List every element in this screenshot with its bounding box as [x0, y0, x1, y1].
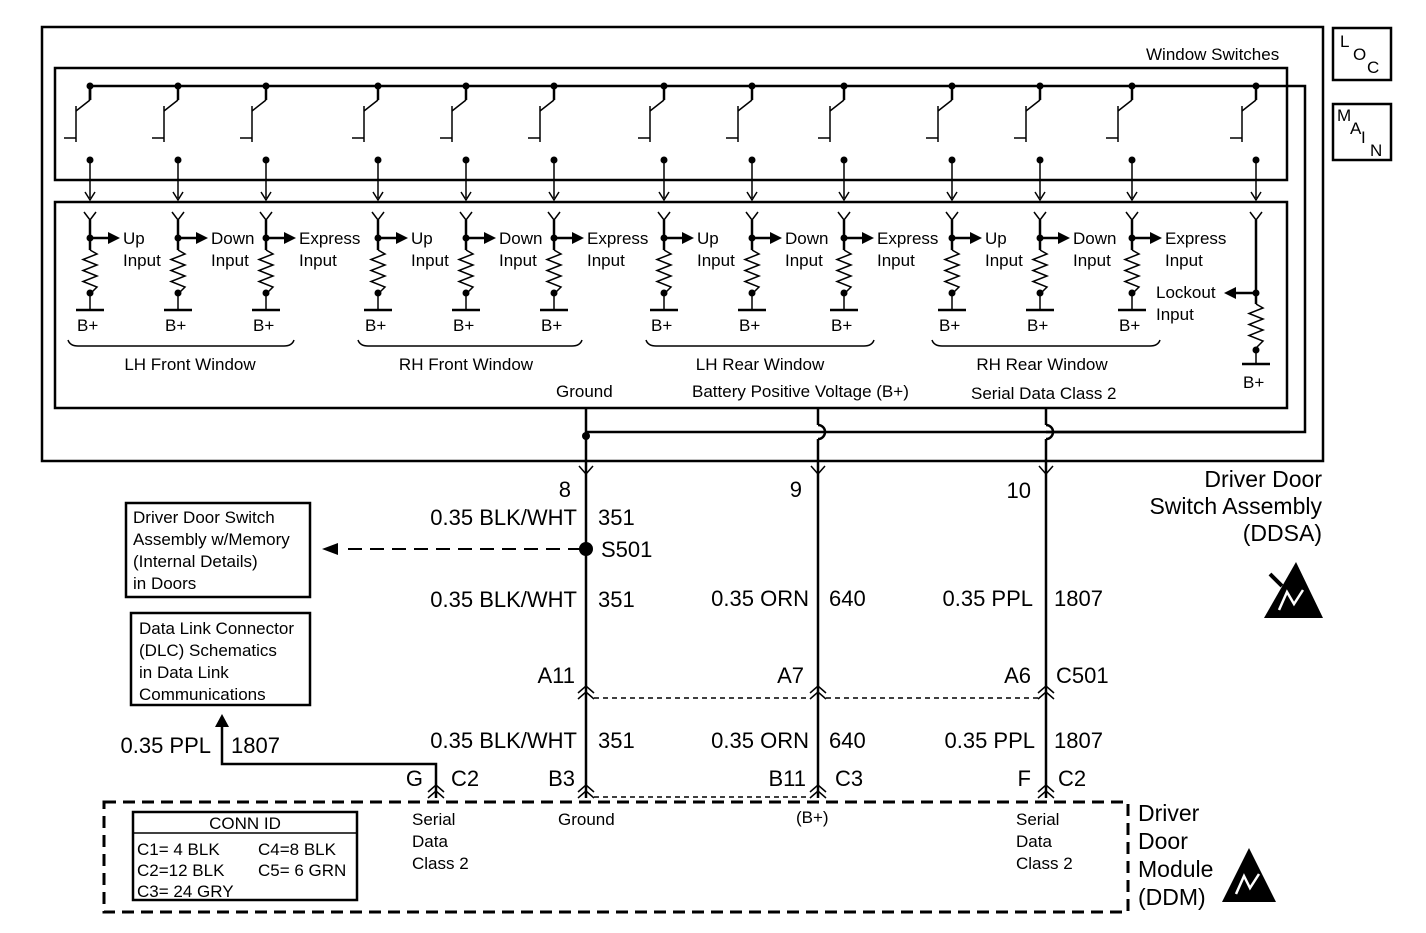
input-circuit	[164, 212, 254, 335]
input-label-line2: Input	[1165, 251, 1203, 270]
bplus-label: B+	[831, 316, 853, 335]
ddm-label-line1: Driver	[1138, 800, 1200, 826]
ddm-conn-c2-left: C2	[451, 766, 480, 791]
input-label-line2: Input	[785, 251, 823, 270]
input-label-line2: Input	[499, 251, 537, 270]
ddm-label-line4: (DDM)	[1138, 884, 1206, 910]
window-switch	[352, 83, 383, 201]
ddm-label-line3: Module	[1138, 856, 1214, 882]
bplus-label: B+	[1243, 373, 1265, 392]
input-label-line1: Up	[985, 229, 1007, 248]
main-box	[1333, 104, 1391, 160]
input-label-line1: Up	[123, 229, 145, 248]
window-group-label: LH Front Window	[124, 355, 256, 374]
pin-10: 10	[1006, 478, 1031, 503]
window-group	[646, 340, 874, 374]
wire-blkwht-low: 0.35 BLK/WHT	[430, 728, 577, 753]
input-circuit	[938, 212, 1023, 335]
bplus-label: B+	[651, 316, 673, 335]
bplus-label: B+	[1027, 316, 1049, 335]
dlc-reference-box[interactable]	[131, 613, 310, 705]
main-letter-2: A	[1350, 119, 1362, 138]
conn-id-c5: C5= 6 GRN	[258, 861, 347, 880]
input-label-line2: Input	[123, 251, 161, 270]
bplus-label: B+	[77, 316, 99, 335]
ddm-pin-b11: B11	[768, 766, 806, 791]
bplus-label: B+	[1119, 316, 1141, 335]
window-switch	[440, 83, 471, 201]
circuit-1807-mid: 1807	[1054, 586, 1103, 611]
dlc-ref-line4: Communications	[139, 685, 266, 704]
ddm-serial-left-3: Class 2	[412, 854, 469, 873]
input-label-line1: Express	[877, 229, 939, 248]
ddm-serial-right-3: Class 2	[1016, 854, 1073, 873]
circuit-640-mid: 640	[829, 586, 866, 611]
circuit-640-low: 640	[829, 728, 866, 753]
c501-pin-a6: A6	[1004, 663, 1031, 688]
input-layer	[68, 212, 1270, 392]
window-switch	[64, 83, 95, 201]
esd-sensitive-icon	[1264, 562, 1323, 618]
input-circuit	[76, 212, 161, 335]
bplus-label: B+	[541, 316, 563, 335]
circuit-351-low: 351	[598, 728, 635, 753]
memory-reference-box[interactable]	[126, 503, 310, 597]
ddm-label-line2: Door	[1138, 828, 1188, 854]
input-label-line1: Up	[697, 229, 719, 248]
c501-pin-a11: A11	[537, 663, 575, 688]
wire-blkwht-top: 0.35 BLK/WHT	[430, 505, 577, 530]
input-label-line2: Input	[697, 251, 735, 270]
ddm-conn-c3: C3	[835, 766, 864, 791]
loc-letter-3: C	[1367, 58, 1380, 77]
bplus-label: B+	[365, 316, 387, 335]
bus-battery-label: Battery Positive Voltage (B+)	[692, 382, 909, 401]
ddm-serial-right-2: Data	[1016, 832, 1052, 851]
conn-id-title: CONN ID	[209, 814, 281, 833]
wire-ppl-mid: 0.35 PPL	[942, 586, 1033, 611]
ddm-ground-label: Ground	[558, 810, 615, 829]
window-group	[68, 340, 294, 374]
bplus-label: B+	[739, 316, 761, 335]
input-circuit	[650, 212, 735, 335]
main-letter-1: M	[1337, 106, 1352, 125]
memory-ref-line2: Assembly w/Memory	[133, 530, 290, 549]
input-label-line1: Express	[1165, 229, 1227, 248]
wire-ppl-left: 0.35 PPL	[120, 733, 211, 758]
window-switch	[638, 83, 669, 201]
memory-ref-line3: (Internal Details)	[133, 552, 258, 571]
pin-9: 9	[789, 477, 802, 502]
dlc-ref-line1: Data Link Connector	[139, 619, 294, 638]
loc-letter-1: L	[1340, 32, 1350, 51]
window-group-label: RH Rear Window	[976, 355, 1108, 374]
dlc-ref-line2: (DLC) Schematics	[139, 641, 277, 660]
lockout-label-line1: Lockout	[1156, 283, 1216, 302]
bplus-label: B+	[939, 316, 961, 335]
c501-name: C501	[1056, 663, 1109, 688]
circuit-1807-low: 1807	[1054, 728, 1103, 753]
input-label-line2: Input	[1073, 251, 1111, 270]
window-switch	[152, 83, 183, 201]
esd-sensitive-icon-ddm	[1222, 848, 1276, 902]
ddm-serial-right-1: Serial	[1016, 810, 1060, 829]
reference-arrow-icon	[322, 543, 338, 555]
input-label-line1: Express	[299, 229, 361, 248]
pin-8: 8	[558, 477, 571, 502]
window-group-label: LH Rear Window	[695, 355, 825, 374]
ddsa-label-line2: Switch Assembly	[1149, 493, 1322, 519]
switch-layer	[64, 83, 1261, 201]
input-label-line2: Input	[587, 251, 625, 270]
input-label-line1: Down	[1073, 229, 1117, 248]
circuit-351-top: 351	[598, 505, 635, 530]
ddm-serial-left-1: Serial	[412, 810, 456, 829]
input-label-line1: Express	[587, 229, 649, 248]
input-label-line2: Input	[877, 251, 915, 270]
ddm-conn-c2-right: C2	[1058, 766, 1087, 791]
window-switch	[726, 83, 757, 201]
window-switch	[528, 83, 559, 201]
input-label-line2: Input	[985, 251, 1023, 270]
conn-id-c1: C1= 4 BLK	[137, 840, 220, 859]
ddm-serial-left-2: Data	[412, 832, 448, 851]
window-switch	[1106, 83, 1137, 201]
dlc-ref-line3: in Data Link	[139, 663, 229, 682]
lockout-switch	[1230, 83, 1261, 201]
conn-id-c3: C3= 24 GRY	[137, 882, 234, 901]
circuit-351-mid: 351	[598, 587, 635, 612]
wire-orn-mid: 0.35 ORN	[711, 586, 809, 611]
input-label-line1: Up	[411, 229, 433, 248]
wire-ppl-low: 0.35 PPL	[944, 728, 1035, 753]
input-circuit	[830, 212, 938, 335]
bplus-label: B+	[453, 316, 475, 335]
main-letter-4: N	[1370, 141, 1383, 160]
conn-id-c4: C4=8 BLK	[258, 840, 336, 859]
c501-pin-a7: A7	[777, 663, 804, 688]
window-switch	[240, 83, 271, 201]
ddsa-label-line3: (DDSA)	[1242, 520, 1322, 546]
memory-ref-line4: in Doors	[133, 574, 197, 593]
window-group	[358, 340, 582, 374]
window-switches-title: Window Switches	[1146, 45, 1280, 64]
input-label-line1: Down	[785, 229, 829, 248]
c501-connector	[578, 686, 1054, 699]
loc-letter-2: O	[1353, 45, 1367, 64]
input-circuit	[452, 212, 542, 335]
input-label-line2: Input	[211, 251, 249, 270]
ground-junction-dot	[582, 432, 590, 440]
input-circuit	[252, 212, 360, 335]
ddm-pin-f: F	[1017, 766, 1031, 791]
memory-ref-line1: Driver Door Switch	[133, 508, 275, 527]
ddsa-label-line1: Driver Door	[1204, 466, 1322, 492]
conn-id-c2: C2=12 BLK	[137, 861, 225, 880]
input-label-line1: Down	[499, 229, 543, 248]
conn-id-box	[133, 812, 357, 901]
input-circuit	[364, 212, 449, 335]
bplus-label: B+	[253, 316, 275, 335]
window-group-label: RH Front Window	[398, 355, 534, 374]
bus-serial-label: Serial Data Class 2	[971, 384, 1117, 403]
input-label-line2: Input	[299, 251, 337, 270]
ddm-bplus-label: (B+)	[796, 808, 829, 827]
window-group	[932, 340, 1160, 374]
window-switch	[818, 83, 849, 201]
circuit-1807-left: 1807	[231, 733, 280, 758]
splice-s501-dot	[579, 542, 593, 556]
main-letter-3: I	[1361, 128, 1366, 147]
input-circuit	[1026, 212, 1116, 335]
bus-ground-label: Ground	[556, 382, 613, 401]
splice-s501-label: S501	[601, 537, 653, 562]
window-switch	[926, 83, 957, 201]
input-label-line1: Down	[211, 229, 255, 248]
ddm-pin-g: G	[405, 766, 423, 791]
loc-box	[1333, 28, 1391, 80]
lockout-label-line2: Input	[1156, 305, 1194, 324]
window-switch	[1014, 83, 1045, 201]
up-arrow-icon	[215, 714, 229, 727]
wire-blkwht-mid: 0.35 BLK/WHT	[430, 587, 577, 612]
ddm-connectors	[428, 785, 1054, 798]
ddm-pin-b3: B3	[548, 766, 575, 791]
input-label-line2: Input	[411, 251, 449, 270]
input-circuit	[540, 212, 648, 335]
wire-orn-low: 0.35 ORN	[711, 728, 809, 753]
bplus-label: B+	[165, 316, 187, 335]
input-circuit	[738, 212, 828, 335]
